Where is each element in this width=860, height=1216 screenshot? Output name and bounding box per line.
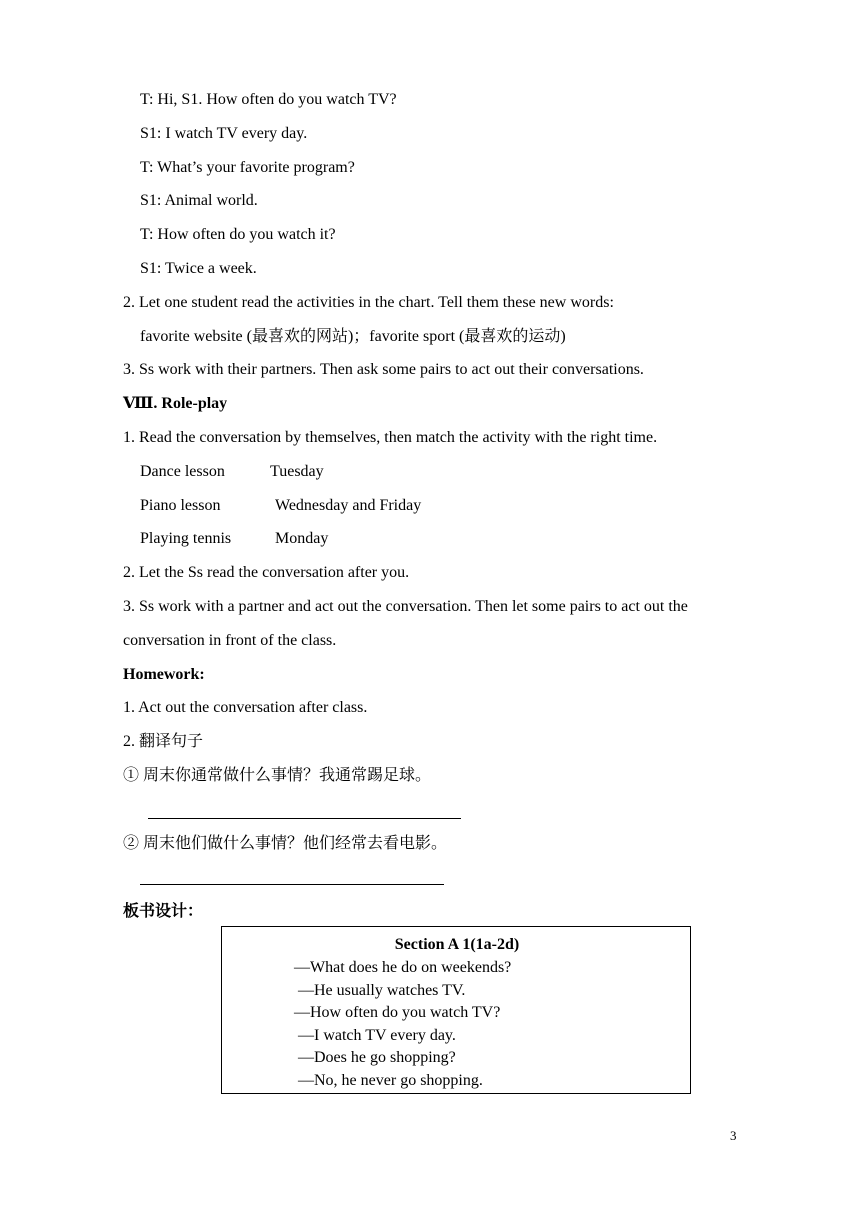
match-time: Tuesday [270,463,324,480]
match-time: Monday [275,530,329,547]
board-line: —Does he go shopping? [298,1049,456,1066]
board-line: —No, he never go shopping. [298,1072,483,1089]
answer-blank-line [148,818,461,819]
dialogue-line: T: What’s your favorite program? [140,159,355,176]
dialogue-line: S1: Twice a week. [140,260,257,277]
page-number: 3 [730,1128,737,1143]
board-design-box [221,926,691,1094]
board-design-heading: 板书设计： [123,903,204,920]
roleplay-step-2: 2. Let the Ss read the conversation after you. [123,564,410,581]
homework-item-1: 1. Act out the conversation after class. [123,699,368,716]
roleplay-step-3: 3. Ss work with a partner and act out the conversation. Then let some pairs to act out the [123,598,688,615]
match-activity: Piano lesson [140,497,221,514]
roleplay-step-1: 1. Read the conversation by themselves, then match the activity with the right time. [123,429,658,446]
translation-question-1: ① 周末你通常做什么事情？我通常踢足球。 [123,767,432,784]
homework-item-2: 2. 翻译句子 [123,733,204,750]
dialogue-line: T: How often do you watch it? [140,226,336,243]
step-3-text: 3. Ss work with their partners. Then ask some pairs to act out their conversations. [123,361,644,378]
board-line: —I watch TV every day. [298,1027,456,1044]
dialogue-line: S1: Animal world. [140,192,258,209]
answer-blank-line [140,884,444,885]
board-line: —How often do you watch TV? [294,1004,501,1021]
step-2-text: 2. Let one student read the activities in the chart. Tell them these new words: [123,294,614,311]
step-2-words: favorite website (最喜欢的网站)；favorite sport (最喜欢的运动) [140,328,566,345]
dialogue-line: T: Hi, S1. How often do you watch TV? [140,91,397,108]
translation-question-2: ② 周末他们做什么事情？他们经常去看电影。 [123,835,448,852]
board-line: —He usually watches TV. [298,982,466,999]
match-time: Wednesday and Friday [275,497,422,514]
roleplay-heading: Ⅷ. Role-play [123,395,228,412]
match-activity: Dance lesson [140,463,225,480]
dialogue-line: S1: I watch TV every day. [140,125,308,142]
board-title: Section A 1(1a-2d) [394,936,520,953]
match-activity: Playing tennis [140,530,232,547]
homework-heading: Homework: [123,666,205,683]
roleplay-step-3-continued: conversation in front of the class. [123,632,337,649]
board-line: —What does he do on weekends? [294,959,512,976]
